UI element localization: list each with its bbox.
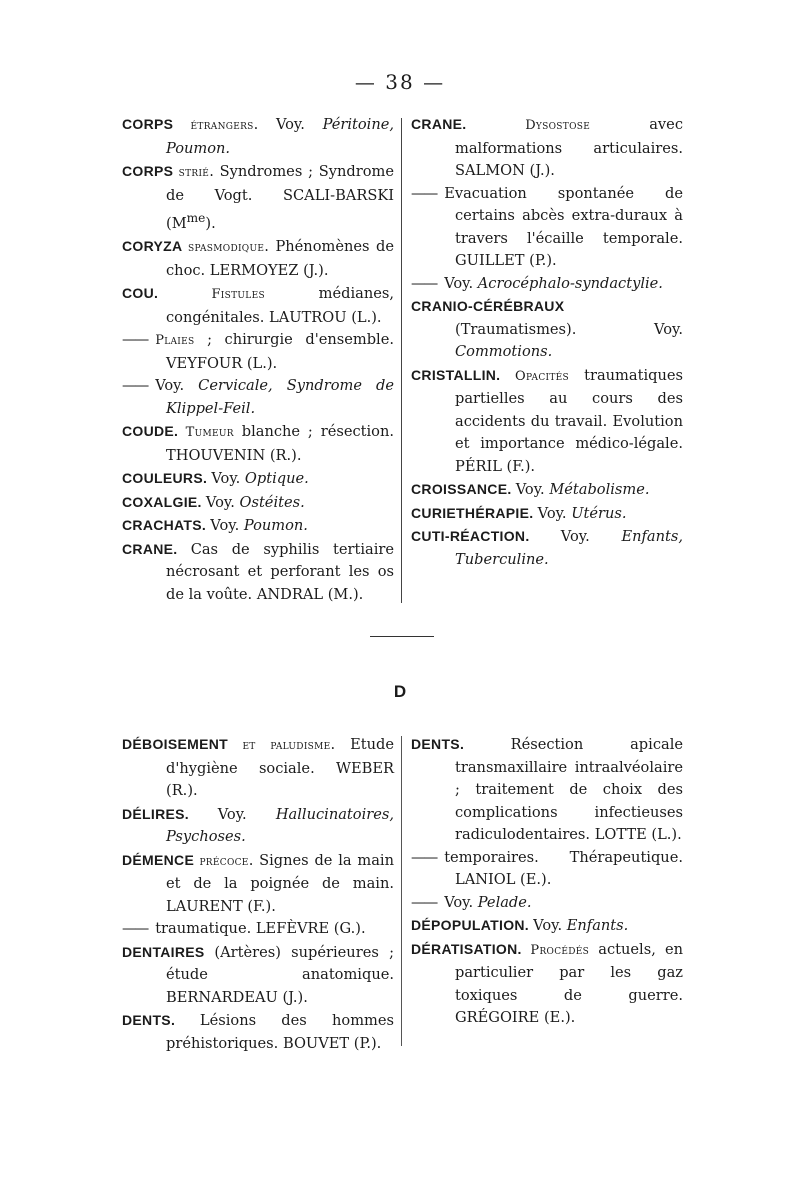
entry-headword: CORYZA: [122, 238, 188, 255]
entry-subject: et paludisme: [242, 738, 331, 753]
entry-headword: DÉPOPULATION.: [411, 917, 534, 933]
index-entry: [122, 282, 394, 329]
entry-headword: CORPS: [122, 116, 191, 132]
entry-subject: étrangers: [190, 118, 254, 133]
index-entry: [122, 941, 394, 1010]
index-entry: [122, 538, 394, 607]
entry-crossref: Cervicale, Syndrome de Klippel-Feil.: [166, 377, 394, 417]
index-entry: [411, 295, 683, 364]
index-entry: [411, 478, 683, 502]
entry-crossref: Enfants.: [566, 917, 629, 934]
entry-text: Voy.: [560, 528, 622, 545]
entry-text: (Artères) supérieures ; étude anatomique. BERNARDEAU (J.).: [166, 943, 394, 1006]
entry-text: avec malformations articulaires. SALMON (J.).: [455, 116, 683, 179]
entry-dash: ——: [122, 920, 148, 937]
entry-text: . Phénomènes de choc. LERMOYEZ (J.).: [166, 238, 395, 279]
entry-text: traumatiques partielles au cours des accidents du travail. Evolution et importance médico-légale. PÉRIL (F.).: [455, 366, 683, 475]
index-entry: [411, 113, 683, 183]
entry-crossref: Poumon.: [243, 517, 308, 535]
entry-headword: CRANE.: [122, 540, 191, 557]
entry-text: Résection apicale transmaxillaire intraalvéolaire ; traitement de choix des complications infectieuses radiculodentaires. LOTTE (L.).: [455, 736, 683, 843]
index-entry: [411, 502, 683, 526]
entry-text: Voy.: [537, 504, 572, 522]
entry-crossref: Ostéites.: [239, 493, 305, 511]
entry-headword: DENTS.: [122, 1012, 200, 1028]
index-entry: [411, 847, 683, 892]
entry-text: actuels, en particulier par les gaz toxiques de guerre. GRÉGOIRE (E.).: [455, 940, 683, 1026]
entry-text: Voy.: [205, 493, 240, 511]
entry-text: . Etude d'hygiène sociale. WEBER (R.).: [166, 736, 394, 799]
entry-headword: CRANE.: [411, 116, 526, 132]
index-entry: [122, 1009, 394, 1055]
entry-text: Lésions des hommes préhistoriques. BOUVET (P.).: [166, 1012, 394, 1052]
page-number: — 38 —: [354, 70, 446, 94]
index-entry: [411, 183, 683, 273]
index-entry: [122, 235, 394, 282]
entry-dash: ——: [411, 274, 437, 292]
entry-text: ).: [205, 214, 216, 232]
index-column-bottom-left: [122, 733, 394, 1055]
entry-headword: CORPS: [122, 163, 179, 179]
index-entry: [122, 849, 394, 919]
entry-text: . Signes de la main et de la poignée de main. LAURENT (F.).: [166, 851, 394, 915]
entry-headword: CURIETHÉRAPIE.: [411, 504, 538, 521]
entry-text: Voy.: [533, 917, 567, 934]
entry-text: Voy.: [155, 377, 199, 395]
entry-subject: Opacités: [515, 368, 569, 384]
entry-subject: spasmodique: [187, 240, 265, 256]
entry-subject: Tumeur: [185, 425, 234, 441]
entry-text: Evacuation spontanée de certains abcès extra-duraux à travers l'écaille temporale. GUILLET (P.).: [444, 184, 683, 269]
index-entry: [122, 375, 394, 420]
entry-headword: COULEURS.: [122, 470, 212, 487]
index-entry: [411, 364, 683, 479]
index-entry: [122, 467, 394, 491]
entry-headword: DÉMENCE: [122, 851, 200, 868]
entry-text: Voy.: [444, 893, 478, 911]
entry-headword: COU.: [122, 285, 212, 302]
entry-headword: CRANIO-CÉRÉBRAUX: [411, 298, 565, 314]
index-entry: [411, 525, 683, 571]
entry-subject: strié: [178, 165, 210, 180]
entry-text: Cas de syphilis tertiaire nécrosant et perforant les os de la voûte. ANDRAL (M.).: [166, 540, 394, 603]
entry-crossref: Enfants, Tuberculine.: [455, 528, 683, 568]
entry-headword: COXALGIE.: [122, 493, 206, 510]
index-column-top-right: [411, 113, 683, 571]
entry-headword: COUDE.: [122, 423, 186, 440]
index-column-top-left: [122, 113, 394, 606]
entry-crossref: Péritoine, Poumon.: [166, 116, 394, 157]
entry-text: Voy.: [515, 481, 550, 498]
entry-headword: DÉRATISATION.: [411, 940, 531, 957]
index-column-bottom-right: [411, 733, 683, 1030]
entry-headword: CROISSANCE.: [411, 481, 516, 497]
entry-headword: DÉLIRES.: [122, 805, 218, 822]
entry-text: Voy.: [444, 274, 478, 292]
column-divider-bottom: [401, 736, 402, 1046]
entry-crossref: Hallucinatoires, Psychoses.: [166, 805, 394, 845]
entry-text: . Syndromes ; Syndrome de Vogt. SCALI-BARSKI (M: [166, 163, 394, 232]
entry-text: temporaires. Thérapeutique. LANIOL (E.).: [444, 848, 683, 888]
entry-crossref: Optique.: [244, 470, 309, 488]
entry-crossref: Métabolisme.: [549, 481, 650, 498]
index-entry: [122, 113, 394, 160]
entry-superscript: me: [186, 211, 206, 225]
entry-dash: ——: [411, 893, 437, 911]
entry-text: . Voy.: [253, 116, 323, 133]
entry-text: ; chirurgie d'ensemble. VEYFOUR (L.).: [166, 331, 394, 372]
index-entry: [411, 273, 683, 296]
entry-text: traumatique. LEFÈVRE (G.).: [155, 920, 366, 937]
entry-crossref: Pelade.: [477, 893, 532, 911]
index-entry: [122, 918, 394, 941]
entry-dash: ——: [122, 377, 148, 395]
entry-subject: Procédés: [530, 942, 590, 958]
entry-headword: CRISTALLIN.: [411, 366, 516, 383]
index-entry: [411, 892, 683, 915]
index-entry: [122, 420, 394, 467]
entry-subject: précoce: [199, 853, 249, 869]
entry-subject: Dysostose: [525, 118, 591, 133]
entry-text: (Traumatismes). Voy.: [455, 320, 683, 338]
entry-text: blanche ; résection. THOUVENIN (R.).: [166, 423, 394, 464]
entry-headword: DÉBOISEMENT: [122, 736, 243, 752]
entry-headword: CUTI-RÉACTION.: [411, 528, 561, 544]
index-entry: [122, 514, 394, 538]
entry-text: Voy.: [210, 517, 244, 535]
entry-text: médianes, congénitales. LAUTROU (L.).: [166, 285, 394, 326]
index-entry: [122, 733, 394, 803]
entry-subject: Fistules: [211, 287, 265, 303]
index-entry: [122, 329, 394, 375]
entry-headword: DENTAIRES: [122, 943, 215, 960]
index-entry: [411, 733, 683, 847]
entry-dash: ——: [411, 184, 437, 202]
entry-crossref: Commotions.: [455, 343, 553, 360]
index-entry: [122, 491, 394, 515]
entry-text: Voy.: [211, 470, 245, 488]
index-entry: [411, 914, 683, 938]
entry-headword: DENTS.: [411, 736, 511, 752]
entry-crossref: Acrocéphalo-syndactylie.: [477, 274, 663, 292]
index-entry: [122, 160, 394, 235]
section-letter: D: [393, 682, 407, 701]
entry-crossref: Utérus.: [571, 504, 627, 522]
entry-text: Voy.: [217, 805, 276, 823]
section-rule: [370, 636, 434, 637]
entry-dash: ——: [122, 331, 148, 349]
entry-subject: Plaies: [155, 333, 195, 349]
index-entry: [411, 938, 683, 1030]
entry-dash: ——: [411, 848, 437, 866]
entry-headword: CRACHATS.: [122, 517, 211, 534]
index-entry: [122, 803, 394, 849]
column-divider-top: [401, 118, 402, 603]
